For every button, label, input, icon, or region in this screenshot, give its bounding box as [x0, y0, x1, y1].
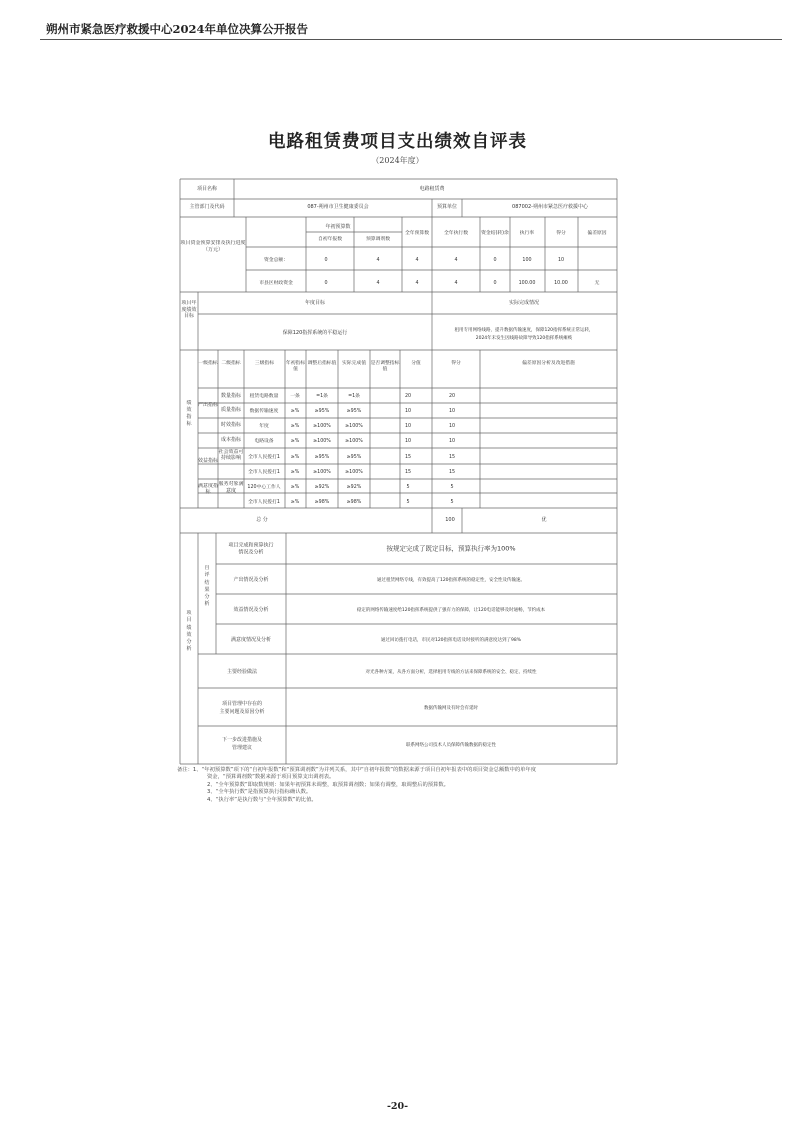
target-text: 保障120指挥系统的平稳运行	[282, 330, 348, 336]
funds-value-0-1: 4	[376, 258, 380, 263]
note-line-3: 2、“全年预算数”即取数规则：如果年初预算未调整，取预算调剂数；如果有调整，取调整后的预算数。	[207, 781, 449, 788]
indicator-header-4: 调整后指标值	[307, 361, 337, 366]
funds-header-7: 偏差原因	[587, 231, 607, 236]
funds-value-1-3: 4	[454, 281, 458, 286]
note-line-4: 3、“全年执行数”是指预算执行指标确认数。	[207, 789, 312, 796]
benefit-indicator-label: 效益指标	[197, 458, 219, 464]
funds-value-0-3: 4	[454, 258, 458, 263]
indicator-score-3: 10	[404, 439, 412, 444]
note-line-5: 4、“执行率”是执行数与“全年预算数”的比值。	[207, 796, 317, 803]
l2-cost: 成本指标	[220, 437, 242, 443]
indicator-adjusted-7: ≥98%	[314, 500, 330, 505]
unit-value: 087002-朔州市紧急医疗救援中心	[512, 204, 588, 210]
funds-value-1-4: 0	[493, 281, 497, 286]
indicator-score-2: 10	[404, 424, 412, 429]
indicator-score-0: 20	[404, 394, 412, 399]
analysis-text-3: 通过回访拨打电话，市民对120指挥电话及时接听的满意度达到了98%	[380, 638, 522, 643]
indicator-adjusted-2: ≥100%	[313, 424, 331, 429]
indicator-actual-3: ≥100%	[345, 439, 363, 444]
indicator-header-0: 一级指标	[198, 361, 218, 366]
indicator-l3-3: 电路设备	[254, 439, 274, 444]
indicator-adjusted-3: ≥100%	[313, 439, 331, 444]
indicator-header-1: 二级指标	[221, 361, 241, 366]
self-eval-label: 自评结果分析	[204, 565, 210, 608]
indicator-got-2: 10	[448, 424, 456, 429]
indicator-score-7: 5	[406, 500, 410, 505]
next-steps-text: 联系网络公司技术人员保障传输数据的稳定性	[406, 743, 496, 748]
dept-label: 主管部门及代码	[189, 204, 225, 210]
form-subtitle: （2024年度）	[371, 156, 424, 165]
funds-header-2: 全年预算数	[405, 231, 429, 236]
analysis-label-1: 产出情况及分析	[233, 577, 269, 583]
indicator-got-4: 15	[448, 455, 456, 460]
indicator-score-1: 10	[404, 409, 412, 414]
indicator-header-7: 分值	[411, 361, 421, 366]
total-label: 总 分	[256, 517, 268, 523]
annual-budget-header: 年初预算数	[325, 224, 351, 230]
indicator-actual-1: ≥95%	[346, 409, 362, 414]
goals-row-label: 项目年度绩效目标	[181, 300, 197, 319]
l2-social-benefit: 社会效益可持续影响	[218, 449, 244, 462]
l2-quality: 质量指标	[220, 407, 242, 413]
funds-value-0-2: 4	[415, 258, 419, 263]
total-note: 优	[541, 517, 547, 523]
indicator-got-1: 10	[448, 409, 456, 414]
problems-label-b: 主要问题及原因分析	[219, 709, 265, 715]
actual-text-line1: 租用专用网络线路，提升数据传输速度，保障120指挥系统正常运转，	[454, 328, 594, 333]
indicator-got-5: 15	[448, 470, 456, 475]
funds-value-1-1: 4	[376, 281, 380, 286]
actual-header: 实际完成情况	[508, 300, 540, 306]
next-steps-label-b: 管理建议	[231, 745, 253, 751]
indicator-actual-4: ≥95%	[346, 455, 362, 460]
indicator-score-4: 15	[404, 455, 412, 460]
analysis-text-1: 通过租赁网络专线，有效提高了120指挥系统的稳定性，安全性及传输速。	[376, 578, 526, 583]
indicator-actual-2: ≥100%	[345, 424, 363, 429]
indicator-adjusted-1: ≥95%	[314, 409, 330, 414]
indicator-init-6: ≥%	[290, 485, 300, 490]
indicator-header-6: 是否调整指标值	[370, 361, 400, 372]
indicator-score-6: 5	[406, 485, 410, 490]
form-notes	[177, 767, 617, 804]
funds-value-0-4: 0	[493, 258, 497, 263]
funds-value-1-2: 4	[415, 281, 419, 286]
indicator-actual-0: =1条	[348, 394, 360, 399]
funds-value-1-7: 无	[594, 281, 600, 286]
indicator-got-3: 10	[448, 439, 456, 444]
funds-value-1-5: 100.00	[518, 281, 536, 286]
funds-header-6: 得分	[556, 231, 566, 236]
dept-value: 087-朔州市卫生健康委员会	[307, 204, 369, 210]
analysis-label-2: 效益情况及分析	[233, 607, 269, 613]
problems-text: 数据传输网及有时会有延时	[424, 706, 478, 711]
analysis-text-0: 按规定完成了既定目标，预算执行率为100%	[386, 544, 516, 553]
indicator-header-3: 年初指标值	[285, 361, 306, 372]
funds-header-3: 全年执行数	[444, 231, 468, 236]
actual-text-line2: 2024年未发生因线路故障导致120指挥系统瘫痪	[475, 336, 573, 341]
funds-value-0-5: 100	[522, 258, 532, 263]
l2-service-satisfaction: 服务对象满意度	[218, 481, 244, 494]
analysis-label-0-b: 情况及分析	[238, 549, 264, 556]
next-steps-label-a: 下一步改进措施及	[221, 737, 263, 743]
funds-header-4: 资金结(转)余	[481, 231, 509, 236]
note-line-2: 资金，“预算调剂数”数据来源于项目预算支出调剂表。	[207, 774, 335, 781]
output-indicator-label: 产出指标	[198, 402, 218, 408]
lessons-text: 对光各种方案，从各方面分析，选择租用专线的方法来保障系统的安全、稳定、持续性	[365, 670, 537, 675]
analysis-row-label: 项目绩效分析	[186, 610, 192, 653]
indicator-l3-2: 年度	[259, 424, 269, 429]
funds-row-label-0: 资金总额：	[264, 258, 288, 263]
satisfaction-indicator-label: 满意度指标	[198, 483, 218, 495]
analysis-label-3: 满意度情况及分析	[230, 637, 272, 643]
indicator-init-0: 一条	[290, 394, 300, 399]
funds-value-0-6: 10	[557, 258, 565, 263]
indicator-actual-6: ≥92%	[346, 485, 362, 490]
l2-timeliness: 时效指标	[220, 422, 242, 428]
indicator-l3-7: 全市人民拨打1	[248, 500, 280, 505]
funds-row-label: 项目资金预算安排及执行进度（万元）	[180, 240, 246, 253]
indicator-header-5: 实际完成值	[342, 361, 366, 366]
indicator-got-6: 5	[450, 485, 454, 490]
indicator-adjusted-0: =1条	[316, 394, 328, 399]
indicator-init-5: ≥%	[290, 470, 300, 475]
funds-value-1-0: 0	[324, 281, 328, 286]
indicator-header-2: 三级指标	[254, 361, 275, 366]
funds-value-1-6: 10.00	[554, 281, 568, 286]
funds-header-5: 执行率	[519, 231, 535, 236]
indicator-adjusted-6: ≥92%	[314, 485, 330, 490]
project-name-label: 项目名称	[196, 186, 218, 192]
indicator-l3-5: 全市人民拨打1	[248, 470, 280, 475]
indicator-l3-0: 租赁电路数量	[249, 394, 279, 399]
unit-label: 预算单位	[436, 204, 458, 210]
indicators-row-label: 绩效指标	[186, 400, 192, 427]
indicator-actual-5: ≥100%	[345, 470, 363, 475]
analysis-label-0-a: 项目完成和预算执行	[228, 542, 274, 549]
report-header: 朔州市紧急医疗救援中心2024年单位决算公开报告	[46, 22, 309, 36]
indicator-l3-4: 全市人民拨打1	[248, 455, 280, 460]
page-number: -20-	[386, 1101, 409, 1112]
indicator-header-8: 得分	[451, 361, 461, 366]
funds-header-1: 预算调剂数	[366, 237, 390, 242]
problems-label-a: 项目管理中存在的	[221, 701, 263, 707]
indicator-got-0: 20	[448, 394, 456, 399]
indicator-init-7: ≥%	[290, 500, 300, 505]
analysis-text-2: 稳定的网络传输速度给120指挥系统提供了强有力的保障，让120电话能够及时通畅，节约成本	[356, 608, 546, 613]
indicator-adjusted-5: ≥100%	[313, 470, 331, 475]
indicator-l3-1: 数据传输速度	[249, 409, 279, 414]
target-header: 年度目标	[304, 300, 326, 306]
indicator-init-2: ≥%	[290, 424, 300, 429]
indicator-init-1: ≥%	[290, 409, 300, 414]
total-score: 100	[445, 517, 455, 523]
indicator-init-3: ≥%	[290, 439, 300, 444]
note-line-1: 备注：1、“年初预算数”项下的“自初年报数”和“预算调剂数”为并列关系，其中“自初年报数”的数据来源于项目自初年报表中的项目资金总额数中的单年度	[177, 767, 537, 773]
indicator-adjusted-4: ≥95%	[314, 455, 330, 460]
lessons-label: 主要经验做法	[226, 669, 258, 675]
indicator-l3-6: 120中心工作人	[247, 485, 281, 490]
funds-header-0: 自初年报数	[318, 237, 342, 242]
indicator-got-7: 5	[450, 500, 454, 505]
l2-quantity: 数量指标	[220, 393, 242, 399]
indicator-init-4: ≥%	[290, 455, 300, 460]
indicator-score-5: 15	[404, 470, 412, 475]
funds-value-0-0: 0	[324, 258, 328, 263]
form-title: 电路租赁费项目支出绩效自评表	[268, 132, 527, 152]
indicator-header-9: 偏差原因分析及改进措施	[522, 361, 575, 366]
project-name-value: 电路租赁费	[419, 186, 445, 192]
indicator-actual-7: ≥98%	[346, 500, 362, 505]
funds-row-label-1: 市县区财政资金	[259, 281, 293, 286]
